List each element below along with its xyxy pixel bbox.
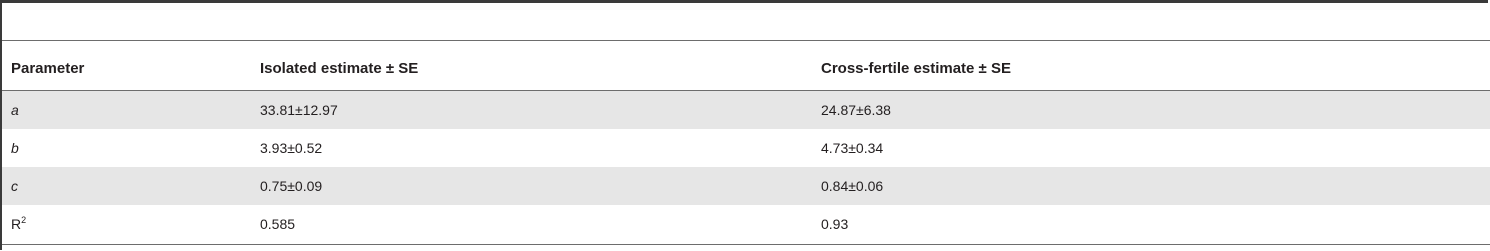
header-isolated: Isolated estimate ± SE [260, 60, 419, 77]
parameter-cell [11, 205, 26, 243]
top-rule [2, 40, 1490, 41]
isolated-cell: 0.75±0.09 [260, 178, 323, 194]
parameter-cell: c [11, 178, 18, 194]
table-row [2, 205, 1490, 243]
cross-fertile-cell: 4.73±0.34 [821, 140, 884, 156]
parameter-symbol: R [11, 216, 22, 232]
parameter-cell: b [11, 140, 19, 156]
header-cross-fertile: Cross-fertile estimate ± SE [821, 60, 1011, 77]
header-row [2, 50, 1490, 88]
table-row [2, 129, 1490, 167]
isolated-cell: 3.93±0.52 [260, 140, 323, 156]
parameter-superscript: 2 [21, 215, 27, 225]
cross-fertile-cell: 24.87±6.38 [821, 102, 891, 118]
table-row [2, 91, 1490, 129]
isolated-cell: 33.81±12.97 [260, 102, 338, 118]
isolated-cell: 0.585 [260, 216, 296, 232]
parameter-cell: a [11, 102, 19, 118]
header-parameter: Parameter [11, 60, 85, 77]
table-row [2, 167, 1490, 205]
cross-fertile-cell: 0.93 [821, 216, 849, 232]
cross-fertile-cell: 0.84±0.06 [821, 178, 884, 194]
bottom-rule [2, 244, 1490, 245]
